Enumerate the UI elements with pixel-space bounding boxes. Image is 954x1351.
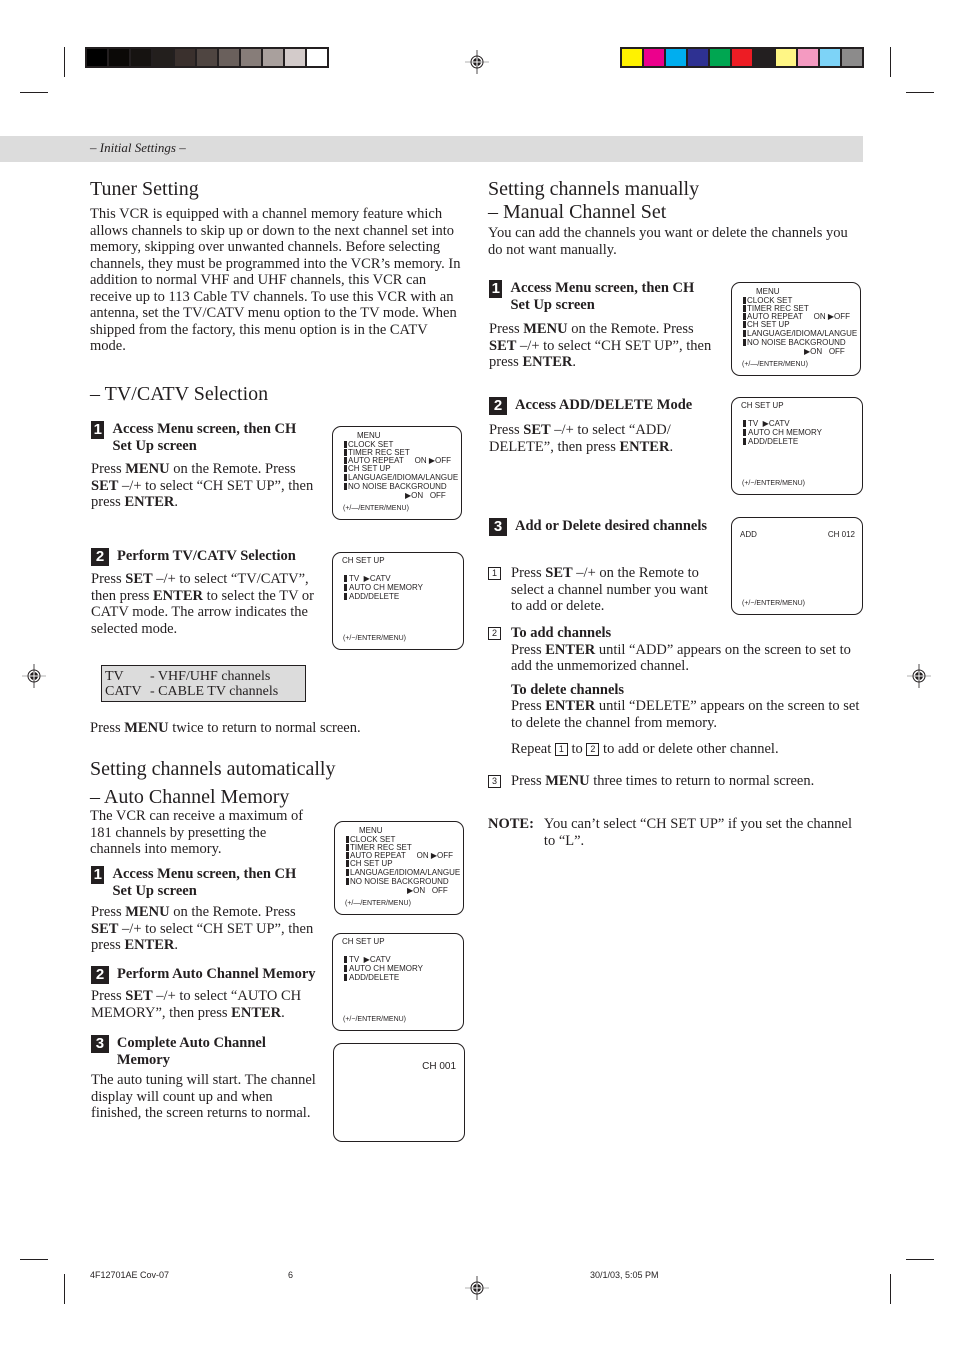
manual-step-1 (489, 280, 714, 371)
note: NOTE: You can’t select “CH SET UP” if you set the channel to “L”. (488, 816, 852, 849)
registration-crosshair-icon (465, 1276, 489, 1300)
tuner-setting-title: Tuner Setting (90, 178, 199, 200)
osd-channel-count-screen: CH 001 (333, 1043, 465, 1142)
color-swatch (622, 49, 642, 66)
osd-add-channel-screen: ADD CH 012 (+/−/ENTER/MENU) (731, 517, 863, 615)
color-swatch (710, 49, 730, 66)
registration-crosshair-icon (22, 664, 46, 688)
crop-mark (890, 47, 891, 77)
step-number: 3 (489, 518, 507, 536)
color-swatch (197, 49, 217, 66)
footer-date: 30/1/03, 5:05 PM (590, 1270, 659, 1280)
step-body: Press SET –/+ to select “AUTO CH MEMORY”, then press ENTER. (91, 988, 302, 1021)
footer-page-number: 6 (288, 1270, 294, 1280)
manual-step-2 (489, 397, 714, 455)
color-swatch (109, 49, 129, 66)
crop-mark (20, 1259, 48, 1260)
color-swatch (131, 49, 151, 66)
color-swatch (754, 49, 774, 66)
step-body: Press SET –/+ to select “ADD/ DELETE”, then press ENTER. (489, 422, 674, 455)
step-heading: Access Menu screen, then CH Set Up screen (112, 421, 297, 454)
auto-step-1 (91, 866, 316, 954)
grayscale-calibration-bar (85, 47, 329, 68)
auto-step-2 (91, 966, 321, 1021)
auto-step-3 (91, 1035, 321, 1122)
tv-catv-step-2 (91, 548, 316, 637)
auto-title-2: – Auto Channel Memory (90, 786, 290, 808)
osd-menu-screen: MENU CLOCK SET TIMER REC SET AUTO REPEAT ON ▶OFF CH SET UP LANGUAGE/IDIOMA/LANGUE NO NOISE BACKGROUND ▶ON OFF (+/—/ENTER/MENU) (332, 426, 462, 520)
section-label: – Initial Settings – (90, 140, 186, 155)
tv-catv-step-1 (91, 421, 316, 511)
manual-intro: You can add the channels you want or delete the channels you do not want manually. (488, 225, 848, 258)
color-swatch (688, 49, 708, 66)
manual-step-3 (489, 518, 729, 536)
manual-title-1: Setting channels manually (488, 178, 700, 200)
crop-mark (64, 1274, 65, 1304)
step-heading: Access ADD/DELETE Mode (515, 397, 693, 413)
return-instruction: Press MENU twice to return to normal screen. (90, 720, 361, 736)
auto-title-1: Setting channels automatically (90, 758, 336, 780)
registration-crosshair-icon (465, 50, 489, 74)
step-number: 2 (91, 966, 109, 984)
tuner-setting-body: This VCR is equipped with a channel memory feature which allows channels to skip up or down to the next channel set into memory, skipping over unwanted channels. Before selecting channels, they must be programmed into the VCR’s memory. In addition to normal VHF and UHF channels, this VCR can receive up to 113 Cable TV channels. To use this VCR with an antenna, set the TV/CATV menu option to the TV mode. When shipped from the factory, this menu option is in the CATV mode. (90, 206, 461, 354)
tv-catv-title: – TV/CATV Selection (90, 383, 269, 405)
substep-3: 3 Press MENU three times to return to normal screen. (488, 773, 863, 790)
color-swatch (732, 49, 752, 66)
osd-ch-setup-screen: CH SET UP TV ▶CATV AUTO CH MEMORY ADD/DELETE (+/−/ENTER/MENU) (332, 933, 464, 1031)
color-swatch (219, 49, 239, 66)
color-swatch (263, 49, 283, 66)
step-heading: Access Menu screen, then CH Set Up screen (112, 866, 297, 899)
crop-mark (906, 1259, 934, 1260)
color-calibration-bar (620, 47, 864, 68)
step-number: 2 (91, 548, 109, 566)
step-number: 1 (91, 866, 104, 884)
step-number: 1 (91, 421, 104, 439)
color-swatch (842, 49, 862, 66)
step-heading: Access Menu screen, then CH Set Up screen (510, 280, 695, 313)
color-swatch (285, 49, 305, 66)
registration-crosshair-icon (907, 664, 931, 688)
crop-mark (906, 92, 934, 93)
manual-title-2: – Manual Channel Set (488, 201, 667, 223)
step-number: 3 (91, 1035, 109, 1053)
substep-2: 2 To add channels Press ENTER until “ADD” appears on the screen to set to add the unmemorized channel. To delete channels Press ENTER until “DELETE” appears on the screen to set to delete the channel from memory. Repeat 1 to 2 to add or delete other channel. (488, 625, 863, 758)
color-swatch (644, 49, 664, 66)
crop-mark (64, 47, 65, 77)
color-swatch (776, 49, 796, 66)
section-header-band (0, 136, 863, 162)
step-body: Press MENU on the Remote. Press SET –/+ to select “CH SET UP”, then press ENTER. (91, 461, 314, 510)
step-heading: Complete Auto Channel Memory (116, 1035, 266, 1068)
osd-ch-setup-screen: CH SET UP TV ▶CATV AUTO CH MEMORY ADD/DELETE (+/−/ENTER/MENU) (731, 397, 863, 495)
color-swatch (175, 49, 195, 66)
step-number: 2 (489, 397, 507, 415)
osd-menu-screen: MENU CLOCK SET TIMER REC SET AUTO REPEAT ON ▶OFF CH SET UP LANGUAGE/IDIOMA/LANGUE NO NOISE BACKGROUND ▶ON OFF (+/—/ENTER/MENU) (731, 282, 861, 376)
step-body: The auto tuning will start. The channel display will count up and when finished, the screen returns to normal. (91, 1072, 316, 1121)
substep-1: 1 Press SET –/+ on the Remote to select a channel number you want to add or delete. (488, 565, 718, 615)
color-swatch (241, 49, 261, 66)
osd-menu-screen: MENU CLOCK SET TIMER REC SET AUTO REPEAT ON ▶OFF CH SET UP LANGUAGE/IDIOMA/LANGUE NO NOISE BACKGROUND ▶ON OFF (+/—/ENTER/MENU) (334, 821, 464, 915)
crop-mark (20, 92, 48, 93)
color-swatch (153, 49, 173, 66)
step-body: Press MENU on the Remote. Press SET –/+ to select “CH SET UP”, then press ENTER. (91, 904, 314, 953)
step-heading: Add or Delete desired channels (515, 518, 707, 534)
step-body: Press SET –/+ to select “TV/CATV”, then press ENTER to select the TV or CATV mode. The arrow indicates the selected mode. (91, 571, 314, 637)
auto-intro: The VCR can receive a maximum of 181 channels by presetting the channels into memory. (90, 808, 304, 857)
step-body: Press MENU on the Remote. Press SET –/+ to select “CH SET UP”, then press ENTER. (489, 321, 712, 370)
color-swatch (666, 49, 686, 66)
crop-mark (890, 1274, 891, 1304)
color-swatch (798, 49, 818, 66)
color-swatch (307, 49, 327, 66)
footer-code: 4F12701AE Cov-07 (90, 1270, 170, 1280)
step-heading: Perform TV/CATV Selection (117, 548, 296, 564)
osd-ch-setup-screen: CH SET UP TV ▶CATV AUTO CH MEMORY ADD/DELETE (+/−/ENTER/MENU) (332, 552, 464, 650)
step-heading: Perform Auto Channel Memory (117, 966, 316, 982)
tv-catv-legend: TV - VHF/UHF channels CATV - CABLE TV channels (101, 665, 306, 702)
color-swatch (87, 49, 107, 66)
step-number: 1 (489, 280, 502, 298)
color-swatch (820, 49, 840, 66)
